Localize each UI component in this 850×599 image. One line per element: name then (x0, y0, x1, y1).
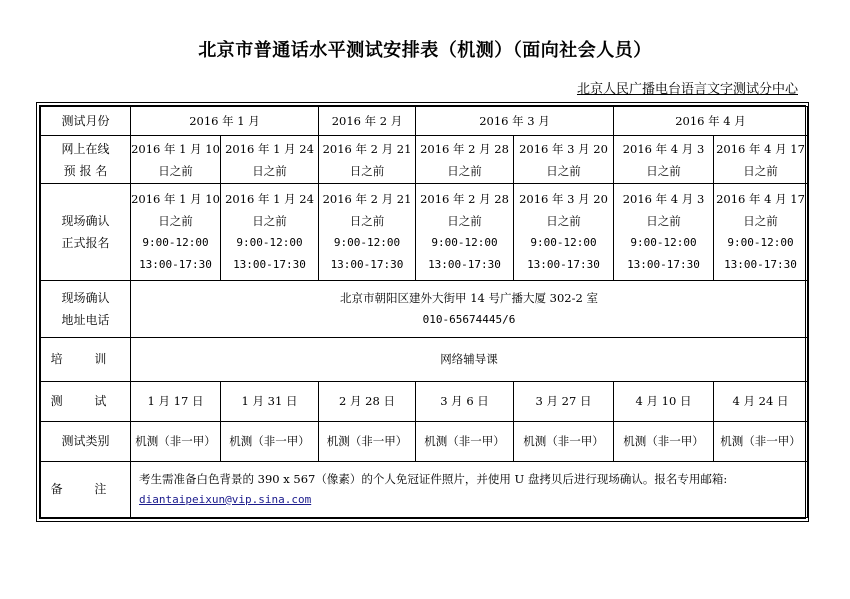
month-jan: 2016 年 1 月 (131, 107, 319, 136)
remarks-cell (131, 461, 808, 517)
label-test-category: 测试类别 (41, 421, 131, 461)
row-address (41, 281, 808, 337)
onsite-deadline-cell: 2016 年 3 月 20 日之前 9:00-12:00 13:00-17:30 (514, 184, 614, 281)
onsite-deadline-cell: 2016 年 1 月 10 日之前 9:00-12:00 13:00-17:30 (131, 184, 221, 281)
organization-name: 北京人民广播电台语言文字测试分中心 (576, 82, 798, 97)
onsite-deadline-cell: 2016 年 2 月 28 日之前 9:00-12:00 13:00-17:30 (416, 184, 514, 281)
test-date-cell: 4 月 10 日 (614, 381, 714, 421)
row-month (41, 107, 808, 136)
schedule-table (40, 106, 808, 518)
row-training (41, 337, 808, 381)
label-onsite-registration: 现场确认 正式报名 (41, 184, 131, 281)
onsite-deadline-cell: 2016 年 4 月 3 日之前 9:00-12:00 13:00-17:30 (614, 184, 714, 281)
registration-email-link[interactable]: diantaipeixun@vip.sina.com (139, 492, 312, 506)
online-deadline-cell: 2016 年 4 月 3 日之前 (614, 136, 714, 184)
category-cell: 机测（非一甲） (714, 421, 808, 461)
schedule-table-frame (36, 102, 809, 522)
category-cell: 机测（非一甲） (614, 421, 714, 461)
label-test-month: 测试月份 (41, 107, 131, 136)
online-deadline-cell: 2016 年 2 月 21 日之前 (319, 136, 416, 184)
row-test-category (41, 421, 808, 461)
online-deadline-cell: 2016 年 3 月 20 日之前 (514, 136, 614, 184)
label-training: 培 训 (41, 337, 131, 381)
onsite-address: 北京市朝阳区建外大街甲 14 号广播大厦 302-2 室 (340, 290, 598, 305)
page-title: 北京市普通话水平测试安排表（机测）（面向社会人员） (198, 40, 652, 61)
test-date-cell: 2 月 28 日 (319, 381, 416, 421)
address-phone-cell (131, 281, 808, 337)
category-cell: 机测（非一甲） (319, 421, 416, 461)
row-onsite-registration (41, 184, 808, 281)
month-feb: 2016 年 2 月 (319, 107, 416, 136)
remarks-text: 考生需准备白色背景的 390 x 567（像素）的个人免冠证件照片，并使用 U 盘拷贝后进行现场确认。报名专用邮箱: (139, 472, 728, 487)
category-cell: 机测（非一甲） (221, 421, 319, 461)
test-date-cell: 3 月 6 日 (416, 381, 514, 421)
online-deadline-cell: 2016 年 1 月 24 日之前 (221, 136, 319, 184)
row-remarks (41, 461, 808, 517)
label-online-registration: 网上在线 预 报 名 (41, 136, 131, 184)
online-deadline-cell: 2016 年 4 月 17 日之前 (714, 136, 808, 184)
online-deadline-cell: 2016 年 1 月 10 日之前 (131, 136, 221, 184)
test-date-cell: 1 月 17 日 (131, 381, 221, 421)
onsite-deadline-cell: 2016 年 2 月 21 日之前 9:00-12:00 13:00-17:30 (319, 184, 416, 281)
test-date-cell: 4 月 24 日 (714, 381, 808, 421)
test-date-cell: 3 月 27 日 (514, 381, 614, 421)
onsite-deadline-cell: 2016 年 4 月 17 日之前 9:00-12:00 13:00-17:30 (714, 184, 808, 281)
category-cell: 机测（非一甲） (131, 421, 221, 461)
month-apr: 2016 年 4 月 (614, 107, 808, 136)
onsite-deadline-cell: 2016 年 1 月 24 日之前 9:00-12:00 13:00-17:30 (221, 184, 319, 281)
training-value: 网络辅导课 (131, 337, 808, 381)
label-address-phone: 现场确认 地址电话 (41, 281, 131, 337)
test-date-cell: 1 月 31 日 (221, 381, 319, 421)
label-test: 测 试 (41, 381, 131, 421)
online-deadline-cell: 2016 年 2 月 28 日之前 (416, 136, 514, 184)
label-remarks: 备 注 (41, 461, 131, 517)
month-mar: 2016 年 3 月 (416, 107, 614, 136)
category-cell: 机测（非一甲） (514, 421, 614, 461)
onsite-phone: 010-65674445/6 (422, 312, 516, 326)
row-online-registration (41, 136, 808, 184)
row-test-dates (41, 381, 808, 421)
category-cell: 机测（非一甲） (416, 421, 514, 461)
